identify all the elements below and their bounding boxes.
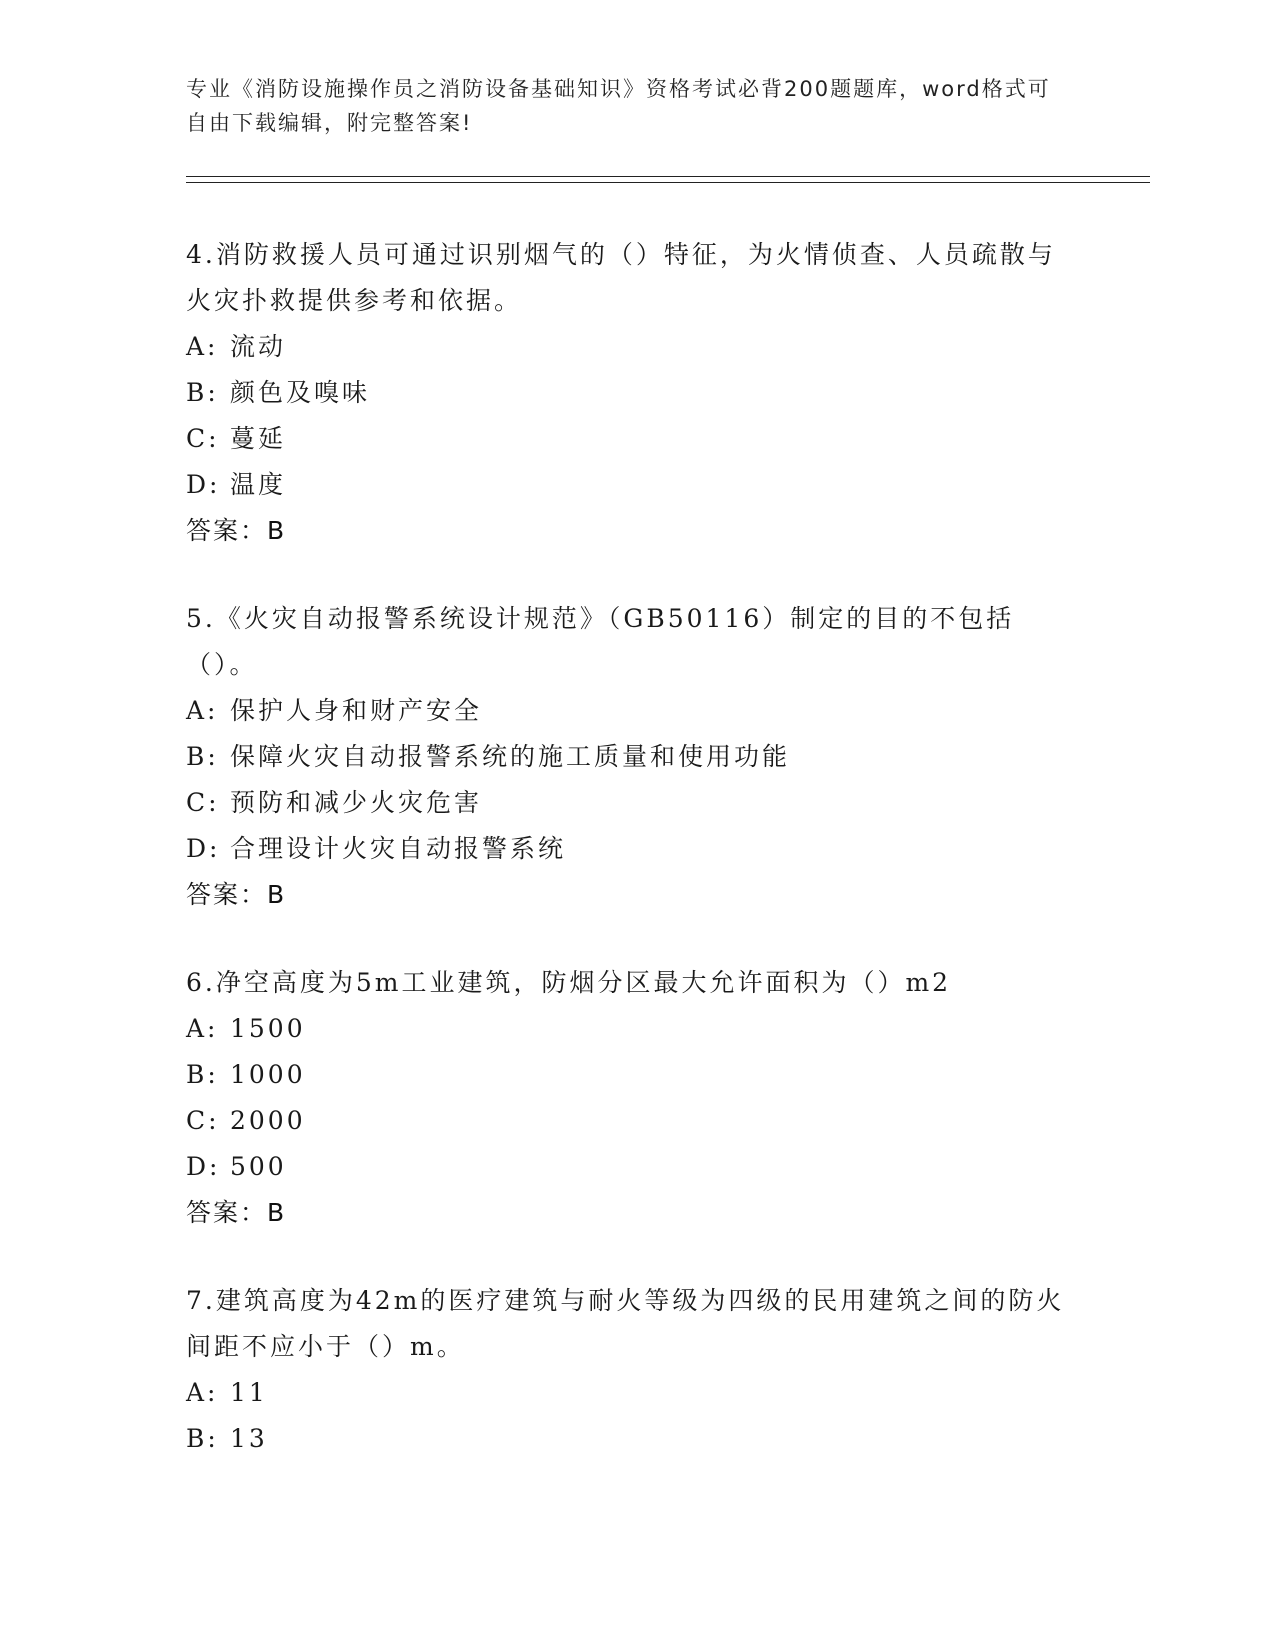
option-key: A:	[186, 696, 219, 725]
option-key: C:	[186, 424, 220, 453]
option-text: 预防和减少火灾危害	[230, 788, 483, 817]
option-d	[186, 826, 1066, 872]
question-text: 4.消防救援人员可通过识别烟气的（）特征，为火情侦查、人员疏散与火灾扑救提供参考和依据。	[186, 240, 1056, 315]
option-key: A:	[186, 332, 219, 361]
question-4	[186, 232, 1066, 554]
option-text: 1000	[230, 1060, 306, 1089]
question-text: 6.净空高度为5m工业建筑，防烟分区最大允许面积为（）m2	[186, 968, 952, 997]
option-a	[186, 688, 1066, 734]
option-key: B:	[186, 1060, 219, 1089]
document-header: 专业《消防设施操作员之消防设备基础知识》资格考试必背200题题库，word格式可自由下载编辑，附完整答案!	[186, 77, 1051, 135]
option-key: B:	[186, 1424, 219, 1453]
option-text: 1500	[230, 1014, 306, 1043]
answer-line: 答案：B	[186, 880, 287, 909]
question-text: 5.《火灾自动报警系统设计规范》（GB50116）制定的目的不包括（）。	[186, 604, 1015, 679]
option-key: C:	[186, 788, 220, 817]
option-b	[186, 1052, 1066, 1098]
option-text: 500	[230, 1152, 287, 1181]
option-text: 蔓延	[230, 424, 287, 453]
question-7	[186, 1278, 1066, 1462]
option-text: 保障火灾自动报警系统的施工质量和使用功能	[230, 742, 791, 771]
option-key: C:	[186, 1106, 220, 1135]
option-a	[186, 1370, 1066, 1416]
option-key: A:	[186, 1378, 219, 1407]
option-text: 合理设计火灾自动报警系统	[230, 834, 567, 863]
option-key: D:	[186, 1152, 221, 1181]
option-text: 保护人身和财产安全	[230, 696, 483, 725]
option-key: A:	[186, 1014, 219, 1043]
answer-line: 答案：B	[186, 1198, 287, 1227]
option-text: 颜色及嗅味	[230, 378, 371, 407]
option-key: D:	[186, 470, 221, 499]
option-key: B:	[186, 742, 219, 771]
option-c	[186, 780, 1066, 826]
option-d	[186, 1144, 1066, 1190]
option-key: D:	[186, 834, 221, 863]
option-c	[186, 1098, 1066, 1144]
header-divider-top	[186, 176, 1150, 177]
option-c	[186, 416, 1066, 462]
option-text: 13	[230, 1424, 268, 1453]
option-a	[186, 1006, 1066, 1052]
question-5	[186, 596, 1066, 918]
option-d	[186, 462, 1066, 508]
option-key: B:	[186, 378, 219, 407]
option-text: 流动	[230, 332, 287, 361]
option-b	[186, 734, 1066, 780]
answer-line: 答案：B	[186, 516, 287, 545]
option-text: 2000	[230, 1106, 306, 1135]
header-divider-bottom	[186, 182, 1150, 183]
option-b	[186, 1416, 1066, 1462]
option-a	[186, 324, 1066, 370]
question-6	[186, 960, 1066, 1236]
option-text: 11	[230, 1378, 268, 1407]
option-b	[186, 370, 1066, 416]
option-text: 温度	[230, 470, 287, 499]
question-text: 7.建筑高度为42m的医疗建筑与耐火等级为四级的民用建筑之间的防火间距不应小于（）m。	[186, 1286, 1065, 1361]
